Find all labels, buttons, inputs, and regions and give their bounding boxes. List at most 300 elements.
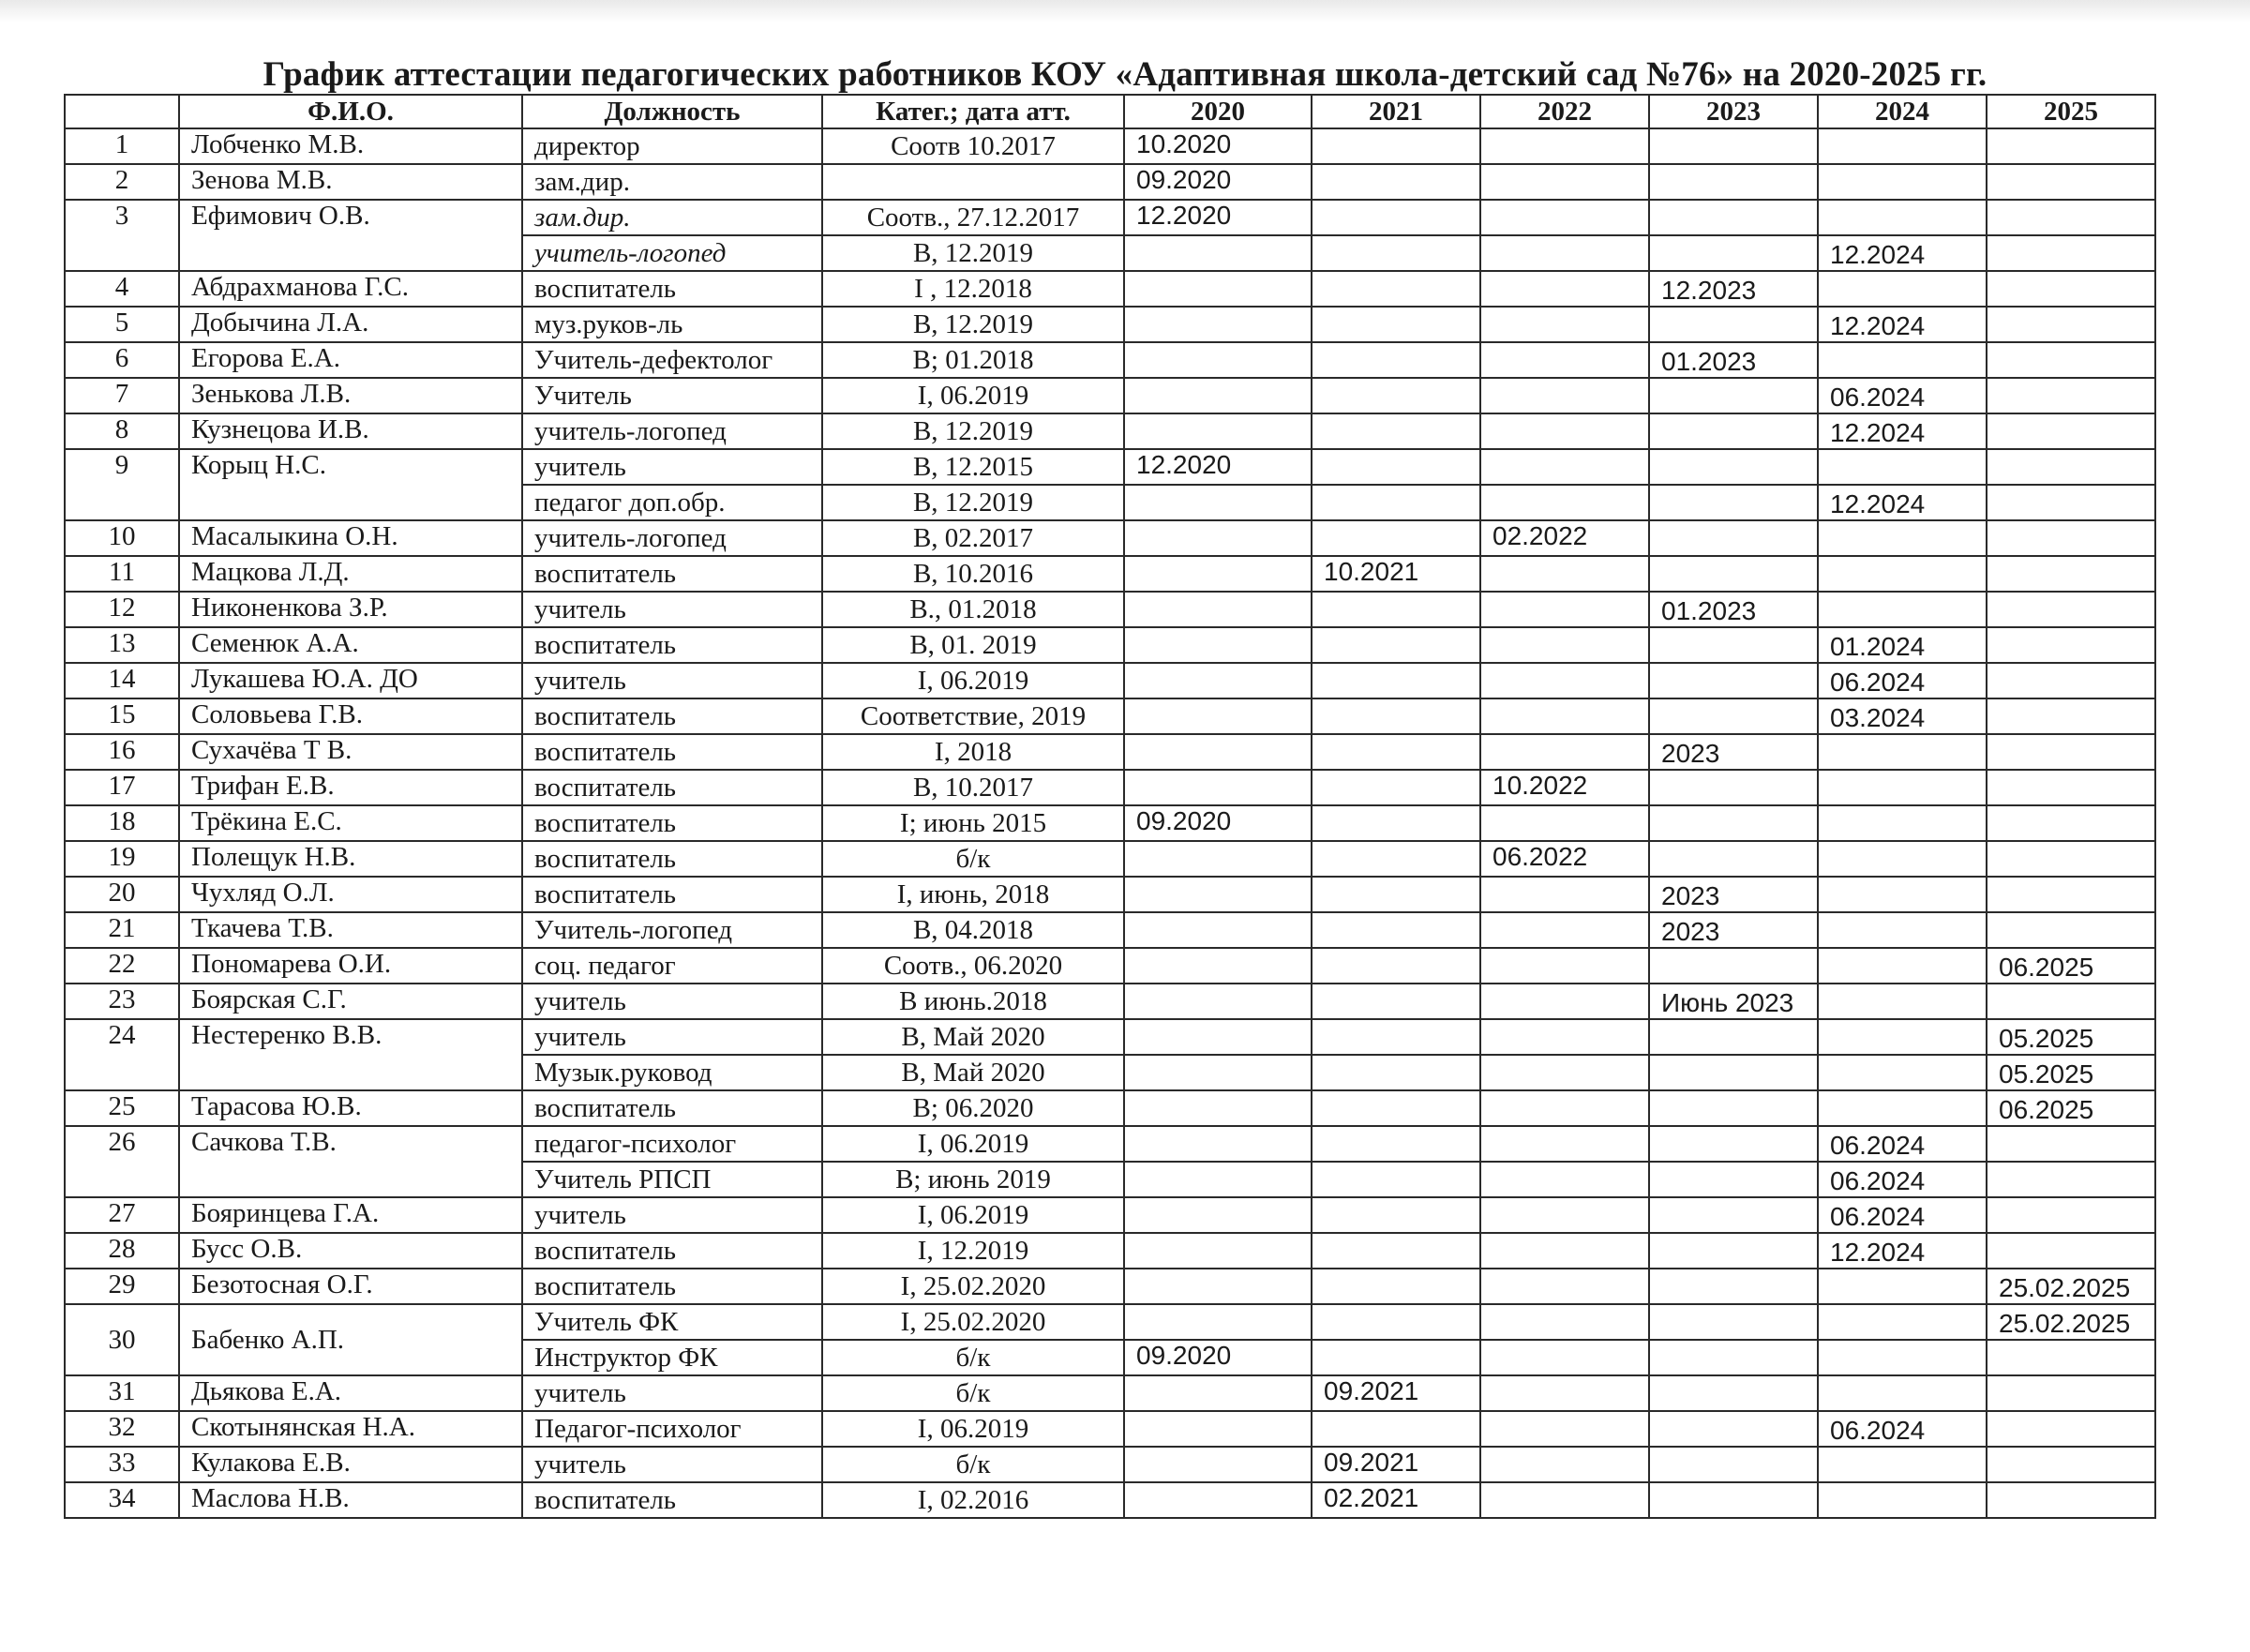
row-number: 11 <box>65 556 179 592</box>
row-number: 20 <box>65 877 179 912</box>
position-cell: педагог-психолог <box>522 1126 822 1162</box>
year-cell-2025 <box>1987 556 2155 592</box>
year-cell-2024 <box>1818 164 1987 200</box>
year-cell-2023: 2023 <box>1649 734 1818 770</box>
year-cell-2024 <box>1818 449 1987 485</box>
year-cell-2020 <box>1124 520 1312 556</box>
row-number: 28 <box>65 1233 179 1269</box>
table-row <box>65 200 2155 235</box>
header-row <box>65 95 2155 128</box>
year-cell-2023 <box>1649 1055 1818 1090</box>
row-number: 27 <box>65 1197 179 1233</box>
year-cell-2021 <box>1312 1126 1480 1162</box>
year-cell-2023 <box>1649 1233 1818 1269</box>
year-cell-2022: 10.2022 <box>1480 770 1649 805</box>
table-row <box>65 1375 2155 1411</box>
year-cell-2025 <box>1987 307 2155 342</box>
year-cell-2022 <box>1480 698 1649 734</box>
year-cell-2020: 09.2020 <box>1124 1340 1312 1375</box>
row-number: 1 <box>65 128 179 164</box>
position-cell: учитель-логопед <box>522 413 822 449</box>
year-cell-2021 <box>1312 1411 1480 1447</box>
category-date-cell: В, 12.2019 <box>822 235 1124 271</box>
year-cell-2023 <box>1649 698 1818 734</box>
year-cell-2020 <box>1124 1019 1312 1055</box>
year-cell-2021 <box>1312 128 1480 164</box>
year-cell-2023 <box>1649 200 1818 235</box>
table-row <box>65 877 2155 912</box>
year-cell-2024 <box>1818 1340 1987 1375</box>
year-cell-2025 <box>1987 1482 2155 1518</box>
year-cell-2021: 10.2021 <box>1312 556 1480 592</box>
year-cell-2022 <box>1480 271 1649 307</box>
position-cell: Учитель РПСП <box>522 1162 822 1197</box>
year-cell-2022 <box>1480 235 1649 271</box>
year-cell-2020: 12.2020 <box>1124 200 1312 235</box>
table-row <box>65 449 2155 485</box>
category-date-cell <box>822 164 1124 200</box>
year-cell-2021 <box>1312 592 1480 627</box>
year-cell-2023 <box>1649 307 1818 342</box>
year-cell-2025 <box>1987 342 2155 378</box>
year-cell-2023 <box>1649 520 1818 556</box>
year-cell-2021 <box>1312 627 1480 663</box>
year-cell-2021 <box>1312 1019 1480 1055</box>
table-row <box>65 1019 2155 1055</box>
category-date-cell: В, 12.2015 <box>822 449 1124 485</box>
category-date-cell: В., 01.2018 <box>822 592 1124 627</box>
row-number: 13 <box>65 627 179 663</box>
year-cell-2024 <box>1818 520 1987 556</box>
year-cell-2022 <box>1480 1233 1649 1269</box>
row-number: 12 <box>65 592 179 627</box>
row-number: 22 <box>65 948 179 984</box>
position-cell: муз.руков-ль <box>522 307 822 342</box>
employee-name: Кузнецова И.В. <box>179 413 522 449</box>
year-cell-2020 <box>1124 1304 1312 1340</box>
year-cell-2023 <box>1649 805 1818 841</box>
row-number: 26 <box>65 1126 179 1197</box>
year-cell-2020 <box>1124 1197 1312 1233</box>
year-cell-2024: 12.2024 <box>1818 485 1987 520</box>
year-cell-2023 <box>1649 235 1818 271</box>
year-cell-2022 <box>1480 1482 1649 1518</box>
employee-name: Скотынянская Н.А. <box>179 1411 522 1447</box>
table-row <box>65 627 2155 663</box>
year-cell-2020: 09.2020 <box>1124 164 1312 200</box>
category-date-cell: б/к <box>822 841 1124 877</box>
table-row <box>65 1411 2155 1447</box>
year-cell-2021 <box>1312 1197 1480 1233</box>
year-cell-2020 <box>1124 1055 1312 1090</box>
position-cell: учитель <box>522 449 822 485</box>
table-row <box>65 912 2155 948</box>
attestation-schedule-table <box>64 94 2156 1519</box>
position-cell: воспитатель <box>522 271 822 307</box>
year-cell-2025 <box>1987 734 2155 770</box>
year-cell-2022 <box>1480 128 1649 164</box>
position-cell: учитель <box>522 1019 822 1055</box>
row-number: 9 <box>65 449 179 520</box>
year-cell-2022 <box>1480 627 1649 663</box>
employee-name: Полещук Н.В. <box>179 841 522 877</box>
table-body <box>65 128 2155 1518</box>
category-date-cell: В, 02.2017 <box>822 520 1124 556</box>
year-cell-2021 <box>1312 520 1480 556</box>
year-cell-2025: 06.2025 <box>1987 948 2155 984</box>
year-cell-2025 <box>1987 698 2155 734</box>
category-date-cell: I, 12.2019 <box>822 1233 1124 1269</box>
row-number: 30 <box>65 1304 179 1375</box>
year-cell-2023 <box>1649 770 1818 805</box>
year-cell-2022 <box>1480 307 1649 342</box>
table-row <box>65 164 2155 200</box>
year-cell-2023 <box>1649 1019 1818 1055</box>
header-cell-num <box>65 95 179 128</box>
year-cell-2023 <box>1649 1162 1818 1197</box>
year-cell-2025 <box>1987 663 2155 698</box>
scan-shadow <box>0 0 2250 23</box>
category-date-cell: Соотв 10.2017 <box>822 128 1124 164</box>
year-cell-2021 <box>1312 1269 1480 1304</box>
year-cell-2020 <box>1124 1411 1312 1447</box>
year-cell-2023 <box>1649 948 1818 984</box>
category-date-cell: В, Май 2020 <box>822 1019 1124 1055</box>
year-cell-2022 <box>1480 1269 1649 1304</box>
year-cell-2020 <box>1124 307 1312 342</box>
position-cell: зам.дир. <box>522 200 822 235</box>
position-cell: учитель-логопед <box>522 520 822 556</box>
year-cell-2022 <box>1480 556 1649 592</box>
year-cell-2025 <box>1987 1375 2155 1411</box>
category-date-cell: I; июнь 2015 <box>822 805 1124 841</box>
year-cell-2020 <box>1124 1126 1312 1162</box>
category-date-cell: I, 25.02.2020 <box>822 1304 1124 1340</box>
employee-name: Абдрахманова Г.С. <box>179 271 522 307</box>
year-cell-2024: 03.2024 <box>1818 698 1987 734</box>
table-row <box>65 1090 2155 1126</box>
position-cell: учитель <box>522 663 822 698</box>
year-cell-2021 <box>1312 734 1480 770</box>
year-cell-2022 <box>1480 1055 1649 1090</box>
year-cell-2022 <box>1480 912 1649 948</box>
employee-name: Бусс О.В. <box>179 1233 522 1269</box>
year-cell-2021 <box>1312 200 1480 235</box>
employee-name: Сачкова Т.В. <box>179 1126 522 1197</box>
position-cell: Учитель-логопед <box>522 912 822 948</box>
year-cell-2021: 09.2021 <box>1312 1375 1480 1411</box>
table-row <box>65 841 2155 877</box>
year-cell-2022 <box>1480 984 1649 1019</box>
year-cell-2024 <box>1818 948 1987 984</box>
year-cell-2024 <box>1818 1055 1987 1090</box>
category-date-cell: I , 12.2018 <box>822 271 1124 307</box>
position-cell: Педагог-психолог <box>522 1411 822 1447</box>
year-cell-2022 <box>1480 1019 1649 1055</box>
table-row <box>65 698 2155 734</box>
year-cell-2023: 2023 <box>1649 877 1818 912</box>
employee-name: Соловьева Г.В. <box>179 698 522 734</box>
year-cell-2020 <box>1124 413 1312 449</box>
year-cell-2025 <box>1987 164 2155 200</box>
year-cell-2023 <box>1649 1447 1818 1482</box>
employee-name: Семенюк А.А. <box>179 627 522 663</box>
position-cell: воспитатель <box>522 1233 822 1269</box>
employee-name: Добычина Л.А. <box>179 307 522 342</box>
year-cell-2025 <box>1987 912 2155 948</box>
year-cell-2022 <box>1480 1340 1649 1375</box>
year-cell-2022 <box>1480 1126 1649 1162</box>
year-cell-2025 <box>1987 627 2155 663</box>
row-number: 31 <box>65 1375 179 1411</box>
year-cell-2024 <box>1818 1482 1987 1518</box>
year-cell-2021 <box>1312 805 1480 841</box>
position-cell: воспитатель <box>522 877 822 912</box>
year-cell-2024 <box>1818 556 1987 592</box>
category-date-cell: Соотв., 27.12.2017 <box>822 200 1124 235</box>
header-cell-2021: 2021 <box>1312 95 1480 128</box>
year-cell-2023 <box>1649 627 1818 663</box>
table-row <box>65 556 2155 592</box>
table-row <box>65 770 2155 805</box>
table-row <box>65 1447 2155 1482</box>
category-date-cell: В июнь.2018 <box>822 984 1124 1019</box>
position-cell: воспитатель <box>522 734 822 770</box>
year-cell-2023 <box>1649 1197 1818 1233</box>
employee-name: Тарасова Ю.В. <box>179 1090 522 1126</box>
year-cell-2024 <box>1818 734 1987 770</box>
row-number: 29 <box>65 1269 179 1304</box>
year-cell-2021 <box>1312 984 1480 1019</box>
year-cell-2022 <box>1480 1090 1649 1126</box>
table-row <box>65 734 2155 770</box>
year-cell-2020 <box>1124 698 1312 734</box>
table-row <box>65 1126 2155 1162</box>
category-date-cell: Соотв., 06.2020 <box>822 948 1124 984</box>
year-cell-2023 <box>1649 164 1818 200</box>
year-cell-2023: 12.2023 <box>1649 271 1818 307</box>
category-date-cell: В; 06.2020 <box>822 1090 1124 1126</box>
year-cell-2022 <box>1480 1411 1649 1447</box>
table-row <box>65 271 2155 307</box>
row-number: 2 <box>65 164 179 200</box>
year-cell-2025 <box>1987 449 2155 485</box>
year-cell-2023 <box>1649 1482 1818 1518</box>
year-cell-2021 <box>1312 235 1480 271</box>
year-cell-2021 <box>1312 413 1480 449</box>
year-cell-2024: 12.2024 <box>1818 235 1987 271</box>
category-date-cell: В, 10.2017 <box>822 770 1124 805</box>
year-cell-2024: 06.2024 <box>1818 1162 1987 1197</box>
year-cell-2020 <box>1124 485 1312 520</box>
year-cell-2024: 12.2024 <box>1818 307 1987 342</box>
year-cell-2024 <box>1818 984 1987 1019</box>
employee-name: Корыц Н.С. <box>179 449 522 520</box>
year-cell-2020 <box>1124 1269 1312 1304</box>
employee-name: Никоненкова З.Р. <box>179 592 522 627</box>
row-number: 24 <box>65 1019 179 1090</box>
position-cell: воспитатель <box>522 1090 822 1126</box>
table-row <box>65 805 2155 841</box>
employee-name: Дьякова Е.А. <box>179 1375 522 1411</box>
year-cell-2020 <box>1124 734 1312 770</box>
position-cell: воспитатель <box>522 1269 822 1304</box>
year-cell-2024 <box>1818 912 1987 948</box>
year-cell-2020 <box>1124 1482 1312 1518</box>
year-cell-2022 <box>1480 449 1649 485</box>
year-cell-2021 <box>1312 698 1480 734</box>
table-row <box>65 520 2155 556</box>
year-cell-2021 <box>1312 164 1480 200</box>
header-cell-category: Катег.; дата атт. <box>822 95 1124 128</box>
row-number: 4 <box>65 271 179 307</box>
row-number: 15 <box>65 698 179 734</box>
year-cell-2022 <box>1480 877 1649 912</box>
row-number: 8 <box>65 413 179 449</box>
year-cell-2025 <box>1987 235 2155 271</box>
category-date-cell: В, 01. 2019 <box>822 627 1124 663</box>
year-cell-2024: 01.2024 <box>1818 627 1987 663</box>
category-date-cell: В, 12.2019 <box>822 307 1124 342</box>
year-cell-2024: 12.2024 <box>1818 1233 1987 1269</box>
year-cell-2023 <box>1649 663 1818 698</box>
position-cell: воспитатель <box>522 1482 822 1518</box>
position-cell: учитель <box>522 592 822 627</box>
year-cell-2024 <box>1818 1375 1987 1411</box>
year-cell-2020 <box>1124 1233 1312 1269</box>
year-cell-2023: 01.2023 <box>1649 342 1818 378</box>
table-row <box>65 342 2155 378</box>
year-cell-2022 <box>1480 378 1649 413</box>
row-number: 19 <box>65 841 179 877</box>
position-cell: воспитатель <box>522 841 822 877</box>
row-number: 3 <box>65 200 179 271</box>
year-cell-2020 <box>1124 271 1312 307</box>
year-cell-2024 <box>1818 1269 1987 1304</box>
year-cell-2024 <box>1818 1447 1987 1482</box>
employee-name: Трёкина Е.С. <box>179 805 522 841</box>
year-cell-2022 <box>1480 663 1649 698</box>
employee-name: Зенькова Л.В. <box>179 378 522 413</box>
employee-name: Лукашева Ю.А. ДО <box>179 663 522 698</box>
employee-name: Егорова Е.А. <box>179 342 522 378</box>
year-cell-2024: 06.2024 <box>1818 1126 1987 1162</box>
position-cell: зам.дир. <box>522 164 822 200</box>
year-cell-2025: 06.2025 <box>1987 1090 2155 1126</box>
year-cell-2024: 12.2024 <box>1818 413 1987 449</box>
position-cell: воспитатель <box>522 770 822 805</box>
year-cell-2024 <box>1818 200 1987 235</box>
category-date-cell: I, 06.2019 <box>822 663 1124 698</box>
row-number: 33 <box>65 1447 179 1482</box>
table-row <box>65 1304 2155 1340</box>
year-cell-2020 <box>1124 1090 1312 1126</box>
year-cell-2021 <box>1312 449 1480 485</box>
row-number: 25 <box>65 1090 179 1126</box>
year-cell-2022 <box>1480 485 1649 520</box>
year-cell-2024: 06.2024 <box>1818 1197 1987 1233</box>
year-cell-2020 <box>1124 627 1312 663</box>
category-date-cell: В, Май 2020 <box>822 1055 1124 1090</box>
year-cell-2023 <box>1649 1340 1818 1375</box>
year-cell-2020 <box>1124 1447 1312 1482</box>
table-row <box>65 592 2155 627</box>
year-cell-2022 <box>1480 1447 1649 1482</box>
position-cell: воспитатель <box>522 805 822 841</box>
employee-name: Боярская С.Г. <box>179 984 522 1019</box>
year-cell-2020 <box>1124 556 1312 592</box>
year-cell-2022 <box>1480 413 1649 449</box>
table-row <box>65 378 2155 413</box>
year-cell-2022 <box>1480 200 1649 235</box>
year-cell-2020: 10.2020 <box>1124 128 1312 164</box>
year-cell-2022 <box>1480 805 1649 841</box>
year-cell-2021 <box>1312 1055 1480 1090</box>
year-cell-2024 <box>1818 128 1987 164</box>
year-cell-2025 <box>1987 805 2155 841</box>
year-cell-2021 <box>1312 912 1480 948</box>
year-cell-2023 <box>1649 1269 1818 1304</box>
year-cell-2025 <box>1987 1162 2155 1197</box>
row-number: 23 <box>65 984 179 1019</box>
year-cell-2025 <box>1987 485 2155 520</box>
category-date-cell: I, июнь, 2018 <box>822 877 1124 912</box>
header-cell-2024: 2024 <box>1818 95 1987 128</box>
year-cell-2025 <box>1987 1340 2155 1375</box>
row-number: 16 <box>65 734 179 770</box>
year-cell-2020 <box>1124 841 1312 877</box>
year-cell-2025 <box>1987 1233 2155 1269</box>
category-date-cell: В, 12.2019 <box>822 485 1124 520</box>
position-cell: воспитатель <box>522 698 822 734</box>
row-number: 34 <box>65 1482 179 1518</box>
table-row <box>65 948 2155 984</box>
year-cell-2021 <box>1312 1162 1480 1197</box>
table-row <box>65 1197 2155 1233</box>
year-cell-2023 <box>1649 1375 1818 1411</box>
table-row <box>65 1233 2155 1269</box>
table-row <box>65 1482 2155 1518</box>
year-cell-2024: 06.2024 <box>1818 378 1987 413</box>
year-cell-2023 <box>1649 378 1818 413</box>
category-date-cell: I, 06.2019 <box>822 1197 1124 1233</box>
year-cell-2023 <box>1649 1411 1818 1447</box>
year-cell-2020 <box>1124 770 1312 805</box>
year-cell-2020 <box>1124 912 1312 948</box>
year-cell-2021 <box>1312 663 1480 698</box>
year-cell-2023 <box>1649 413 1818 449</box>
year-cell-2025 <box>1987 271 2155 307</box>
year-cell-2020 <box>1124 235 1312 271</box>
category-date-cell: В; июнь 2019 <box>822 1162 1124 1197</box>
category-date-cell: б/к <box>822 1340 1124 1375</box>
row-number: 6 <box>65 342 179 378</box>
year-cell-2020 <box>1124 342 1312 378</box>
document-title: График аттестации педагогических работников КОУ «Адаптивная школа-детский сад №76» на 2020-2025 гг. <box>262 55 1988 94</box>
row-number: 14 <box>65 663 179 698</box>
year-cell-2023 <box>1649 841 1818 877</box>
year-cell-2023 <box>1649 128 1818 164</box>
year-cell-2022: 02.2022 <box>1480 520 1649 556</box>
year-cell-2024 <box>1818 592 1987 627</box>
table-row <box>65 984 2155 1019</box>
year-cell-2024: 06.2024 <box>1818 1411 1987 1447</box>
position-cell: Учитель <box>522 378 822 413</box>
category-date-cell: I, 25.02.2020 <box>822 1269 1124 1304</box>
year-cell-2020 <box>1124 592 1312 627</box>
year-cell-2025 <box>1987 520 2155 556</box>
employee-name: Безотосная О.Г. <box>179 1269 522 1304</box>
